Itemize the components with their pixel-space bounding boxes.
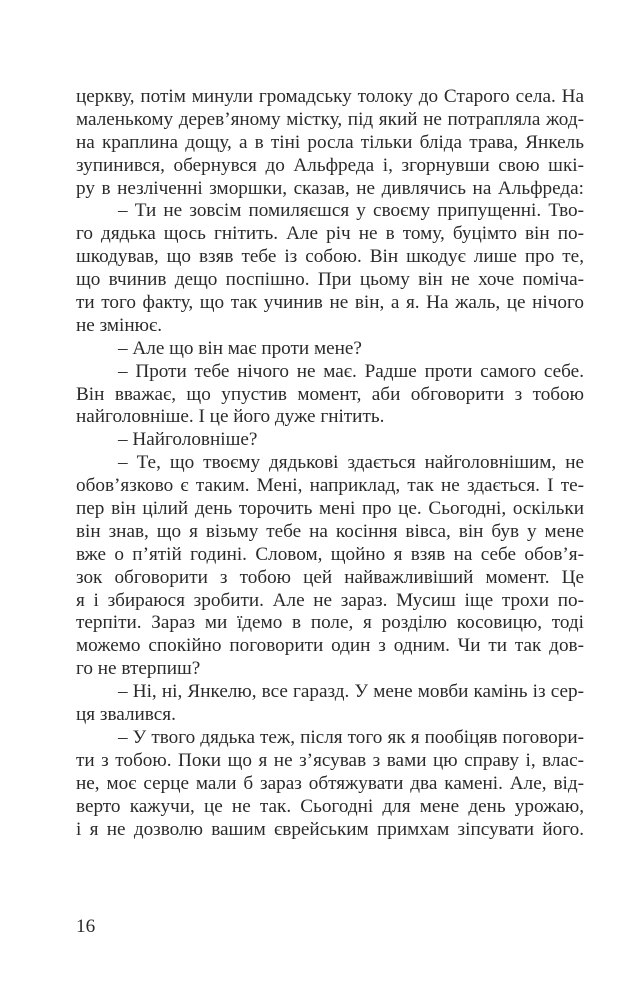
text-line: го не втерпиш? xyxy=(76,658,201,680)
text-line: він знав, що я візьму тебе на косіння вівса, він був у мене xyxy=(76,520,584,542)
text-line: вже о п’ятій годині. Словом, щойно я взяв на себе обов’я- xyxy=(76,543,584,565)
text-line: на краплина дощу, а в тіні росла тільки бліда трава, Янкель xyxy=(76,131,584,153)
text-line: маленькому дерев’яному містку, під який не потрапляла жод- xyxy=(76,108,584,130)
text-line: – Але що він має проти мене? xyxy=(118,337,362,359)
text-line: – Ні, ні, Янкелю, все гаразд. У мене мовби камінь із сер- xyxy=(118,681,584,703)
text-line: не, моє серце мали б зараз обтяжувати два камені. Але, від- xyxy=(76,772,584,794)
text-line: що вчинив дещо поспішно. При цьому він не хоче поміча- xyxy=(76,269,584,291)
text-line: верто кажучи, це не так. Сьогодні для мене день урожаю, xyxy=(76,795,584,817)
text-line: не змінює. xyxy=(76,314,162,336)
text-line: ця звалився. xyxy=(76,704,176,726)
text-line: найголовніше. І це його дуже гнітить. xyxy=(76,406,385,428)
text-line: – Найголовніше? xyxy=(118,429,258,451)
text-line: зок обговорити з тобою цей найважливіший момент. Це xyxy=(76,566,584,588)
text-line: ти того факту, що так учинив не він, а я. На жаль, це нічого xyxy=(76,292,584,314)
text-line: ти з тобою. Поки що я не з’ясував з вами цю справу і, влас- xyxy=(76,749,584,771)
page-number: 16 xyxy=(76,916,96,937)
text-line: ру в незліченні зморшки, сказав, не дивлячись на Альфреда: xyxy=(76,177,584,199)
text-line: пер він цілий день торочить мені про це. Сьогодні, оскільки xyxy=(76,498,584,520)
text-line: – Проти тебе нічого не має. Радше проти самого себе. xyxy=(118,360,584,382)
text-line: і я не дозволю вашим єврейським примхам зіпсувати його. xyxy=(76,818,584,840)
text-line: зупинився, обернувся до Альфреда і, згорнувши свою шкі- xyxy=(76,154,584,176)
text-line: Він вважає, що упустив момент, аби обговорити з тобою xyxy=(76,383,584,405)
page-body-text xyxy=(76,86,584,841)
text-line: шкодував, що взяв тебе із собою. Він шкодує лише про те, xyxy=(76,246,584,268)
text-line: – Те, що твоєму дядькові здається найголовнішим, не xyxy=(118,452,584,474)
text-line: можемо спокійно поговорити один з одним. Чи ти так дов- xyxy=(76,635,584,657)
text-line: терпіти. Зараз ми їдемо в поле, я розділю косовицю, тоді xyxy=(76,612,584,634)
text-line: – Ти не зовсім помиляєшся у своєму припущенні. Тво- xyxy=(118,200,584,222)
text-line: обов’язково є таким. Мені, наприклад, так не здається. І те- xyxy=(76,475,584,497)
text-line: церкву, потім минули громадську толоку до Старого села. На xyxy=(76,86,584,107)
text-line: я і збираюся зробити. Але не зараз. Мусиш іще трохи по- xyxy=(76,589,584,611)
text-line: го дядька щось гнітить. Але річ не в тому, буцімто він по- xyxy=(76,223,584,245)
text-line: – У твого дядька теж, після того як я пообіцяв поговори- xyxy=(118,726,584,748)
